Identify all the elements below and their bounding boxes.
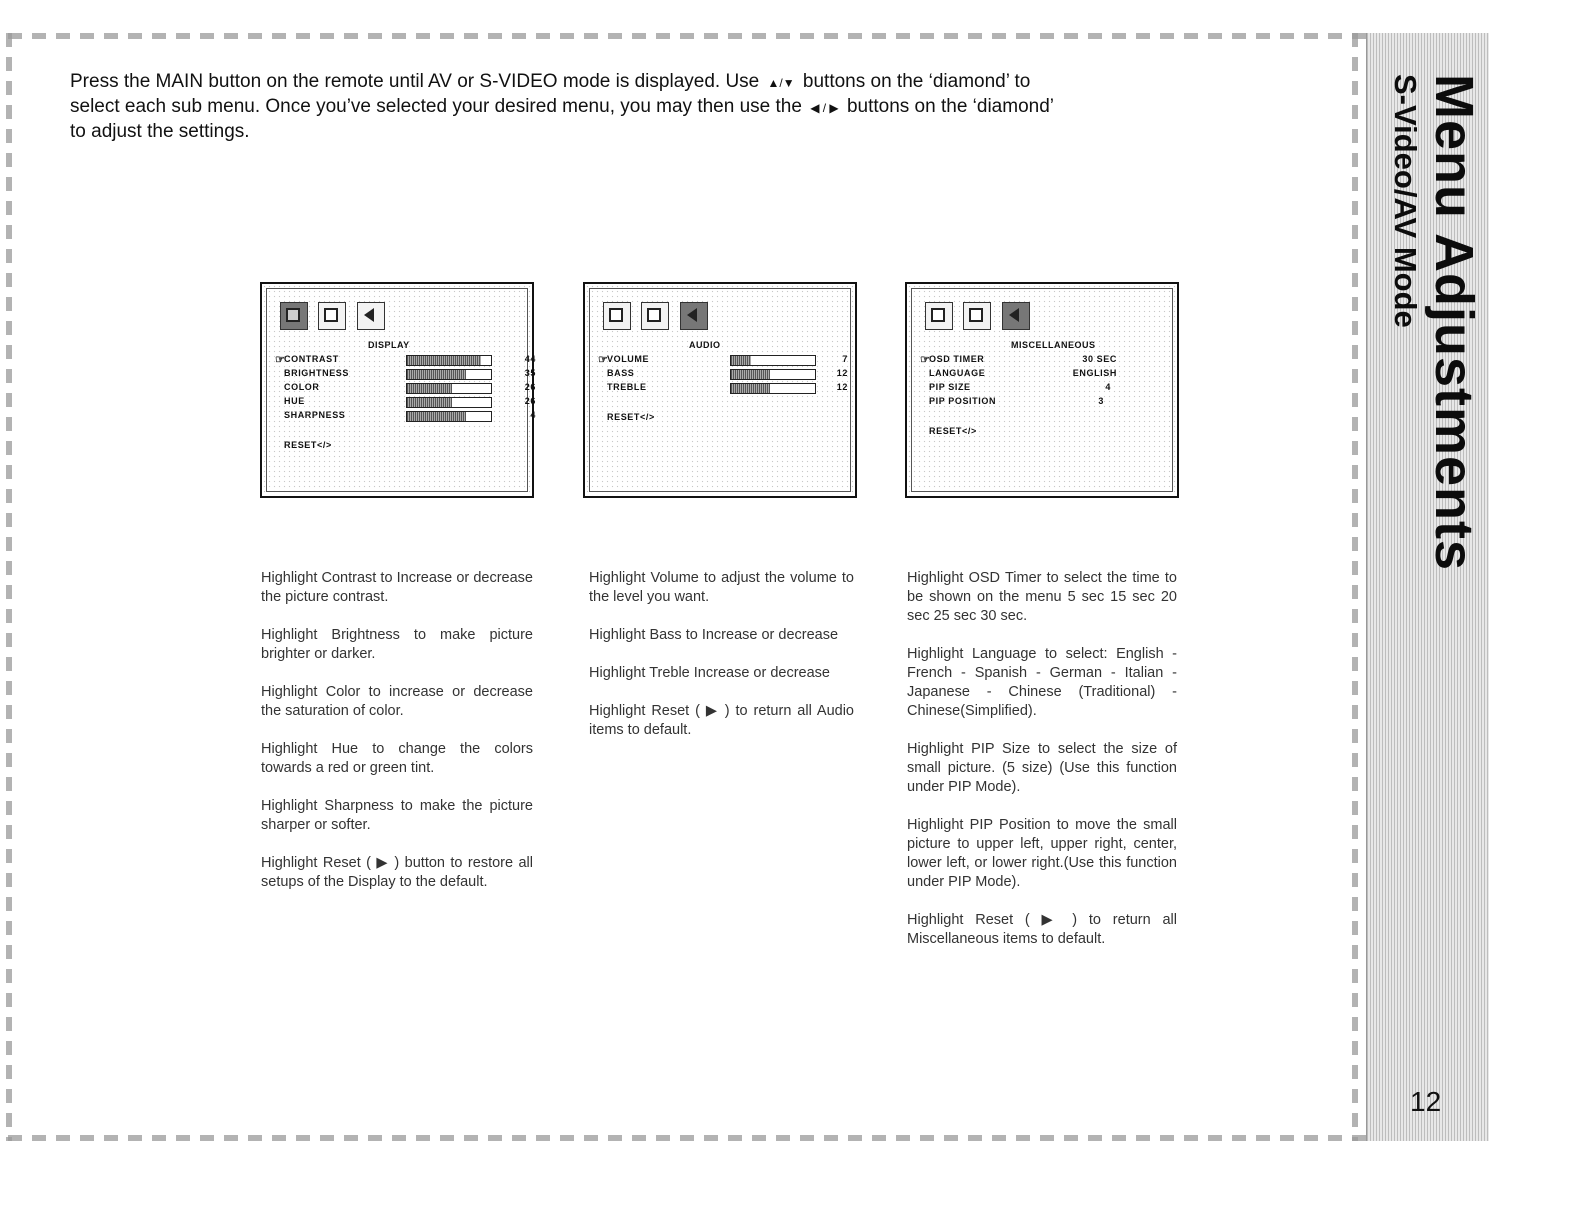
menu-icon-row bbox=[280, 302, 391, 330]
level-bar-fill bbox=[407, 370, 466, 379]
osd-row-reset bbox=[599, 412, 849, 426]
level-bar bbox=[406, 355, 492, 366]
section-subtitle: S-Video/AV Mode bbox=[1388, 74, 1423, 328]
intro-line-1 bbox=[70, 70, 1150, 95]
row-label: BASS bbox=[607, 368, 635, 378]
page-border-top bbox=[8, 33, 1368, 39]
level-bar bbox=[406, 383, 492, 394]
display-menu-screen bbox=[260, 282, 534, 498]
left-right-arrows-icon: ◀ / ▶ bbox=[810, 101, 839, 115]
osd-row-osd-timer bbox=[921, 354, 1171, 368]
row-value: ENGLISH bbox=[1072, 368, 1117, 378]
side-tab-title-block bbox=[1388, 74, 1484, 572]
row-value: 26 bbox=[524, 396, 536, 406]
level-bar bbox=[730, 383, 816, 394]
desc-hue: Highlight Hue to change the colors towards a red or green tint. bbox=[261, 741, 533, 776]
level-bar bbox=[730, 369, 816, 380]
row-value: 3 bbox=[1098, 396, 1104, 406]
row-value: 7 bbox=[842, 354, 848, 364]
level-bar-fill bbox=[731, 384, 770, 393]
display-menu-icon bbox=[603, 302, 631, 330]
row-value: 4 bbox=[530, 410, 536, 420]
desc-bass: Highlight Bass to Increase or decrease bbox=[589, 627, 839, 643]
level-bar-fill bbox=[407, 356, 481, 365]
desc-contrast: Highlight Contrast to Increase or decrease the picture contrast. bbox=[261, 570, 533, 605]
intro-text: buttons on the ‘diamond’ bbox=[846, 96, 1054, 117]
row-value: 12 bbox=[836, 368, 848, 378]
menu-title: MISCELLANEOUS bbox=[1011, 340, 1096, 350]
page-number: 12 bbox=[1410, 1086, 1442, 1117]
desc-color: Highlight Color to increase or decrease the saturation of color. bbox=[261, 684, 533, 719]
intro-paragraph bbox=[70, 70, 1150, 143]
osd-row-sharpness bbox=[276, 410, 536, 424]
pointer-icon: ☞ bbox=[598, 354, 609, 366]
level-bar-fill bbox=[407, 398, 452, 407]
menu-title: AUDIO bbox=[689, 340, 721, 350]
desc-pip-position: Highlight PIP Position to move the small picture to upper left, upper right, center, lower left, or lower right.(Use this function under PIP Mode). bbox=[907, 817, 1177, 890]
row-value: 4 bbox=[1105, 382, 1111, 392]
row-label: COLOR bbox=[284, 382, 320, 392]
row-label: HUE bbox=[284, 396, 305, 406]
level-bar-fill bbox=[407, 384, 452, 393]
page-border-right bbox=[1352, 33, 1358, 1141]
row-label: LANGUAGE bbox=[929, 368, 986, 378]
menu-icon-row bbox=[603, 302, 714, 330]
desc-audio-reset: Highlight Reset ( ▶ ) to return all Audio items to default. bbox=[589, 703, 854, 738]
row-label: CONTRAST bbox=[284, 354, 339, 364]
audio-menu-screen bbox=[583, 282, 857, 498]
osd-row-brightness bbox=[276, 368, 536, 382]
page-border-bottom bbox=[8, 1135, 1368, 1141]
osd-row-pip-size bbox=[921, 382, 1171, 396]
up-down-arrows-icon: ▲/▼ bbox=[767, 76, 795, 90]
level-bar bbox=[730, 355, 816, 366]
osd-row-pip-position bbox=[921, 396, 1171, 410]
pointer-icon: ☞ bbox=[920, 354, 931, 366]
osd-row-bass bbox=[599, 368, 849, 382]
osd-row-reset bbox=[921, 426, 1171, 440]
row-value: 44 bbox=[524, 354, 536, 364]
row-label: TREBLE bbox=[607, 382, 647, 392]
level-bar bbox=[406, 397, 492, 408]
row-label: RESET</> bbox=[284, 440, 332, 450]
desc-osd-timer: Highlight OSD Timer to select the time to be shown on the menu 5 sec 15 sec 20 sec 25 sec 30 sec. bbox=[907, 570, 1177, 624]
row-label: PIP SIZE bbox=[929, 382, 971, 392]
display-menu-icon bbox=[925, 302, 953, 330]
osd-row-reset bbox=[276, 440, 526, 454]
row-label: OSD TIMER bbox=[929, 354, 985, 364]
level-bar-fill bbox=[407, 412, 466, 421]
misc-descriptions bbox=[907, 569, 1177, 949]
row-label: PIP POSITION bbox=[929, 396, 997, 406]
row-value: 26 bbox=[524, 382, 536, 392]
level-bar-fill bbox=[731, 356, 751, 365]
desc-language: Highlight Language to select: English - French - Spanish - German - Italian - Japanese - Chinese (Traditional) - Chinese(Simplified). bbox=[907, 646, 1177, 719]
intro-text: Press the MAIN button on the remote until AV or S-VIDEO mode is displayed. Use bbox=[70, 71, 760, 92]
audio-menu-icon bbox=[963, 302, 991, 330]
display-descriptions bbox=[261, 569, 533, 892]
osd-row-color bbox=[276, 382, 536, 396]
osd-row-language bbox=[921, 368, 1171, 382]
misc-menu-screen bbox=[905, 282, 1179, 498]
section-title: Menu Adjustments bbox=[1424, 74, 1484, 572]
misc-menu-icon bbox=[357, 302, 385, 330]
row-label: RESET</> bbox=[607, 412, 655, 422]
menu-icon-row bbox=[925, 302, 1036, 330]
audio-menu-icon bbox=[641, 302, 669, 330]
level-bar bbox=[406, 411, 492, 422]
pointer-icon: ☞ bbox=[275, 354, 286, 366]
desc-treble: Highlight Treble Increase or decrease bbox=[589, 665, 830, 681]
audio-descriptions bbox=[589, 569, 854, 740]
misc-menu-icon bbox=[680, 302, 708, 330]
row-label: BRIGHTNESS bbox=[284, 368, 350, 378]
intro-text: select each sub menu. Once you’ve selected your desired menu, you may then use the bbox=[70, 96, 802, 117]
osd-row-treble bbox=[599, 382, 849, 396]
level-bar bbox=[406, 369, 492, 380]
intro-line-3: to adjust the settings. bbox=[70, 121, 250, 142]
desc-misc-reset: Highlight Reset ( ▶ ) to return all Miscellaneous items to default. bbox=[907, 912, 1177, 947]
page-border-left bbox=[6, 33, 12, 1141]
misc-menu-icon bbox=[1002, 302, 1030, 330]
intro-text: buttons on the ‘diamond’ to bbox=[802, 71, 1031, 92]
row-label: RESET</> bbox=[929, 426, 977, 436]
osd-row-hue bbox=[276, 396, 536, 410]
row-value: 12 bbox=[836, 382, 848, 392]
level-bar-fill bbox=[731, 370, 770, 379]
osd-row-contrast bbox=[275, 354, 536, 368]
desc-sharpness: Highlight Sharpness to make the picture sharper or softer. bbox=[261, 798, 533, 833]
desc-brightness: Highlight Brightness to make picture brighter or darker. bbox=[261, 627, 533, 662]
osd-row-volume bbox=[599, 354, 849, 368]
display-menu-icon bbox=[280, 302, 308, 330]
desc-display-reset: Highlight Reset ( ▶ ) button to restore all setups of the Display to the default. bbox=[261, 855, 533, 890]
audio-menu-icon bbox=[318, 302, 346, 330]
desc-volume: Highlight Volume to adjust the volume to the level you want. bbox=[589, 570, 854, 605]
menu-title: DISPLAY bbox=[368, 340, 410, 350]
row-label: VOLUME bbox=[607, 354, 650, 364]
row-value: 30 SEC bbox=[1082, 354, 1117, 364]
row-label: SHARPNESS bbox=[284, 410, 346, 420]
desc-pip-size: Highlight PIP Size to select the size of small picture. (5 size) (Use this function under PIP Mode). bbox=[907, 741, 1177, 795]
intro-line-2 bbox=[70, 95, 1150, 120]
row-value: 35 bbox=[524, 368, 536, 378]
